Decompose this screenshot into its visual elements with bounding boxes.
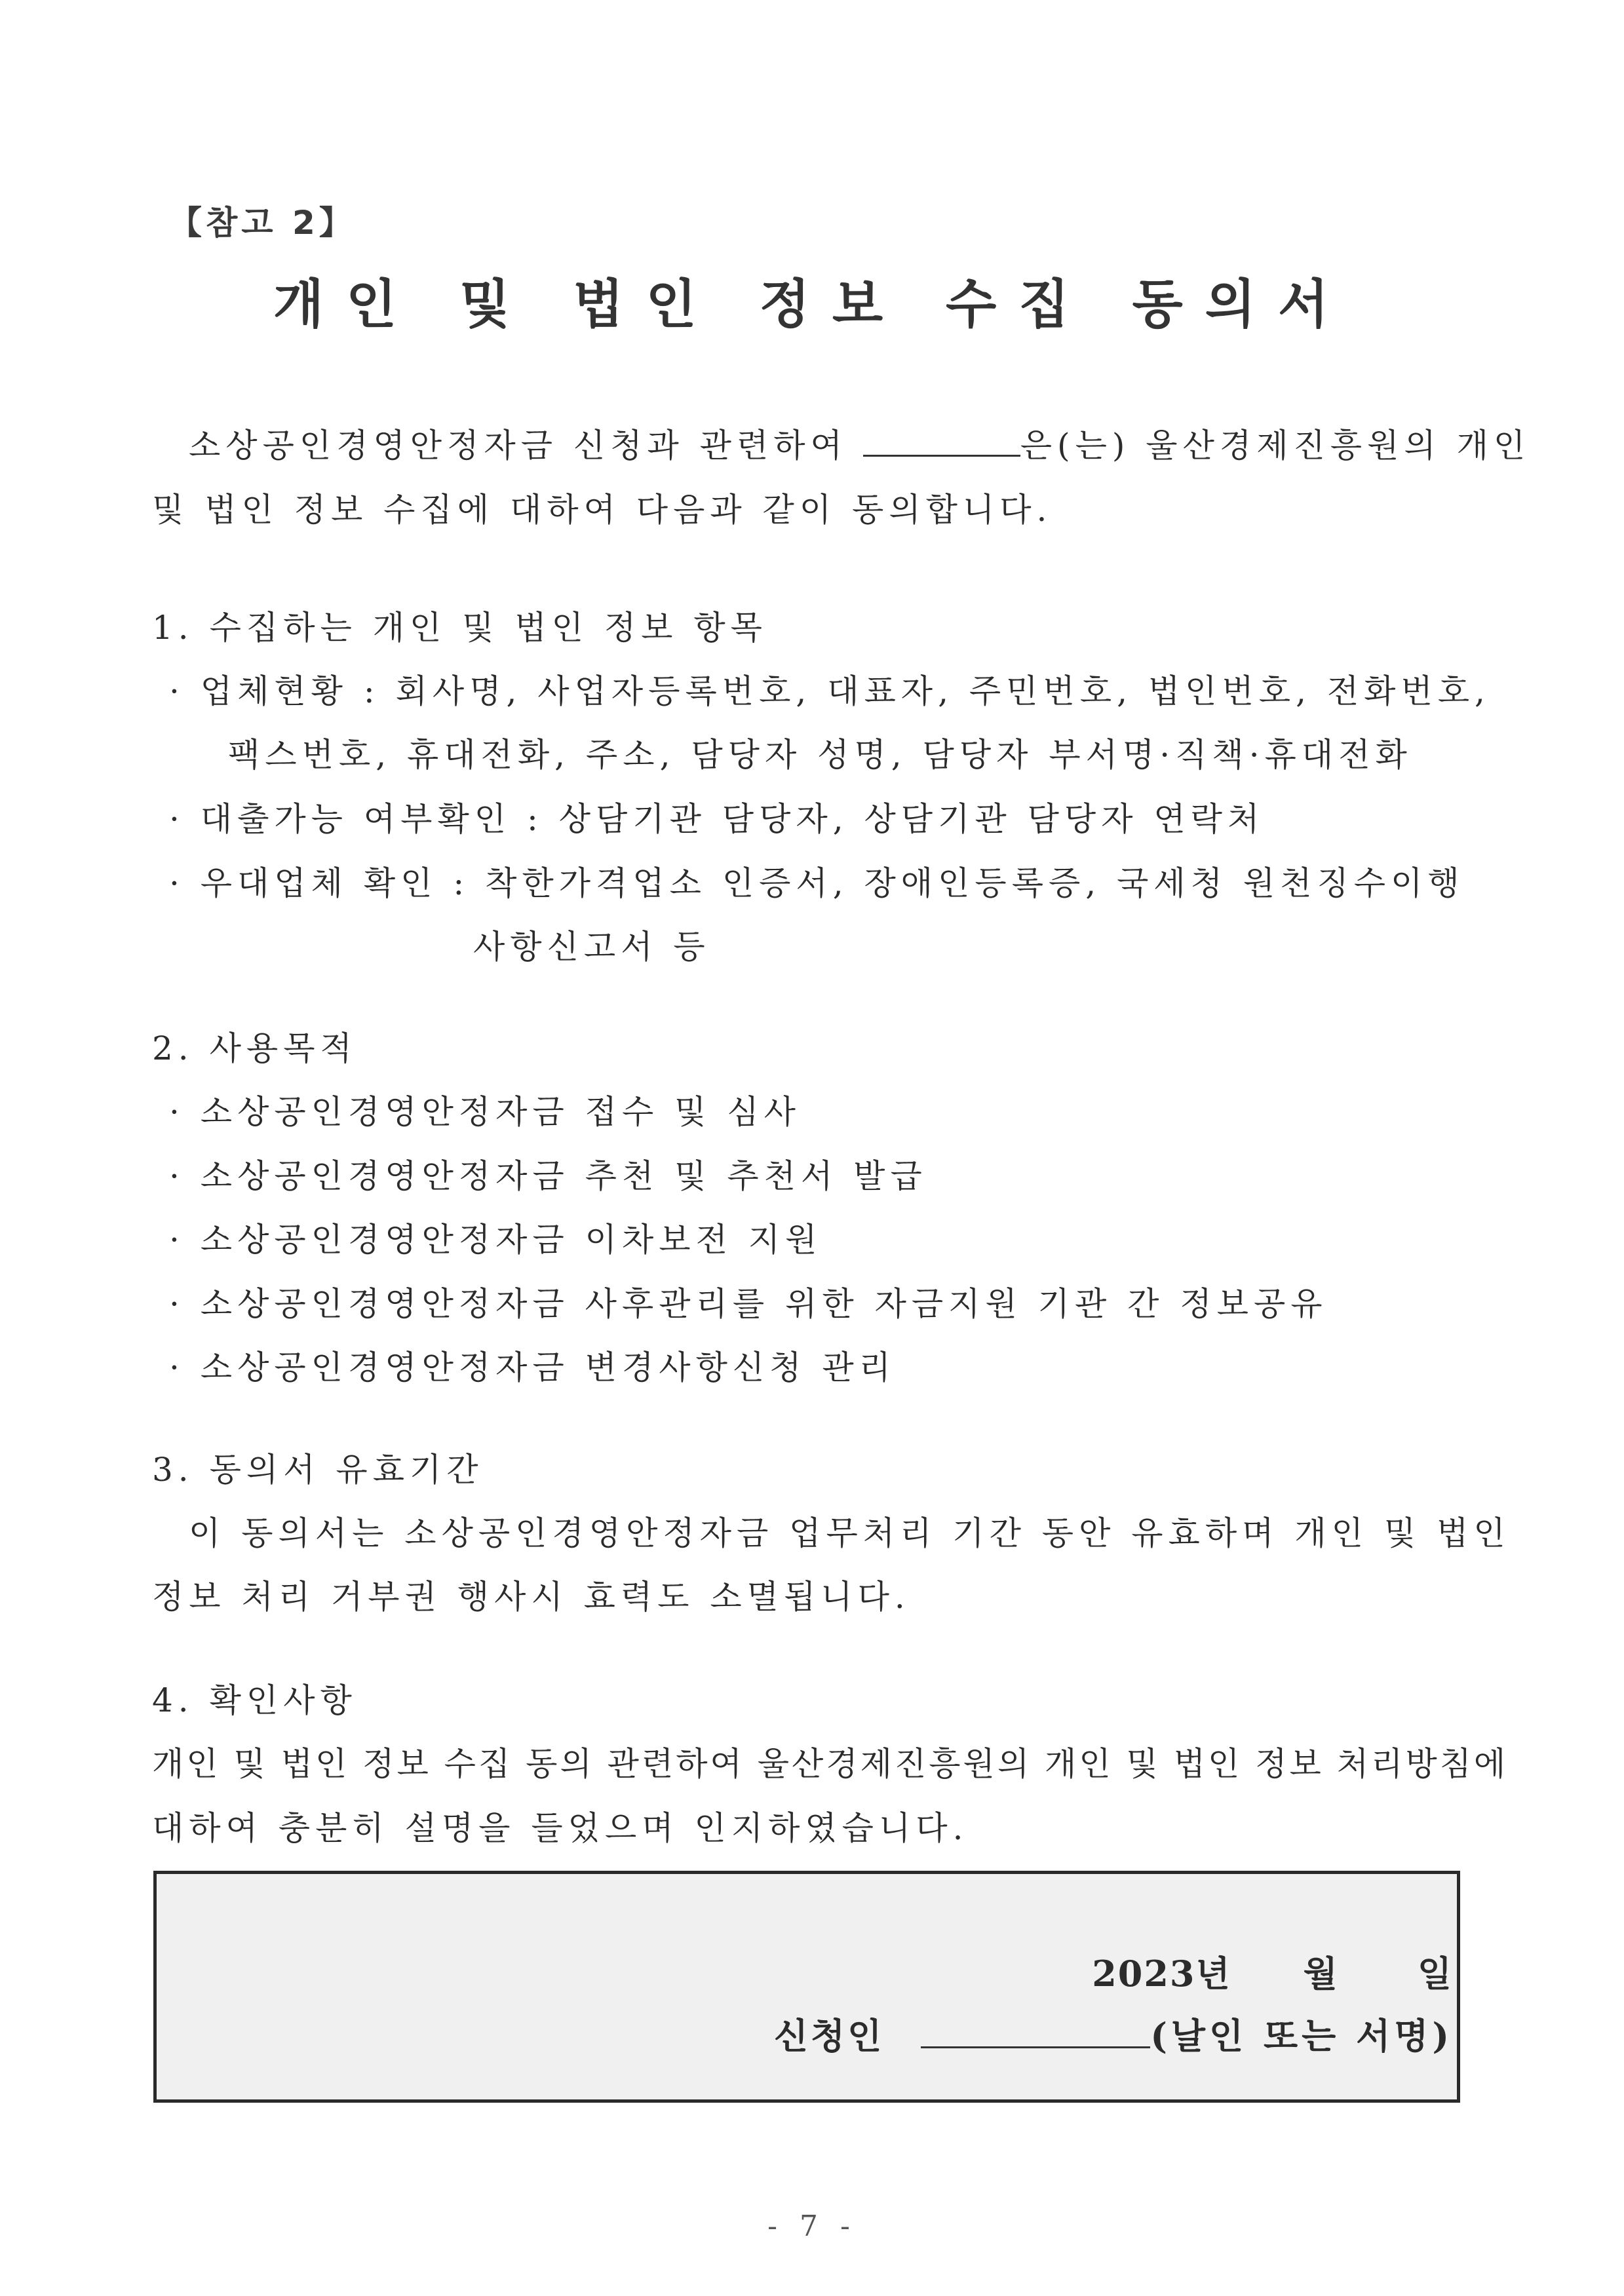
signature-date — [1092, 1946, 1453, 1997]
section2-item: · 소상공인경영안정자금 사후관리를 위한 자금지원 기관 간 정보공유 — [169, 1285, 1328, 1323]
item-text: 상담기관 담당자, 상담기관 담당자 연락처 — [558, 800, 1265, 838]
section4-line-2: 대하여 충분히 설명을 들었으며 인지하였습니다. — [152, 1809, 969, 1847]
section3-line-2: 정보 처리 거부권 행사시 효력도 소멸됩니다. — [152, 1578, 910, 1616]
signature-box — [153, 1871, 1460, 2103]
signature-applicant-row — [774, 2008, 1453, 2059]
section4-line-1: 개인 및 법인 정보 수집 동의 관련하여 울산경제진흥원의 개인 및 법인 정보 처리방침에 — [152, 1745, 1509, 1783]
item-text: 회사명, 사업자등록번호, 대표자, 주민번호, 법인번호, 전화번호, — [395, 672, 1490, 710]
reference-label: 【참고 2】 — [169, 204, 356, 242]
section1-item-preferred — [169, 857, 1465, 904]
section3-heading: 3. 동의서 유효기간 — [152, 1451, 484, 1489]
item-label: · 우대업체 확인 : — [169, 864, 486, 902]
seal-note: (날인 또는 서명) — [1150, 2015, 1453, 2057]
signature-year: 2023년 — [1092, 1953, 1231, 1995]
section3-line-1: 이 동의서는 소상공인경영안정자금 업무처리 기간 동안 유효하며 개인 및 법인 — [189, 1514, 1511, 1552]
section1-item-loan — [169, 793, 1264, 840]
section1-heading: 1. 수집하는 개인 및 법인 정보 항목 — [152, 609, 767, 647]
intro-line-2: 및 법인 정보 수집에 대하여 다음과 같이 동의합니다. — [152, 491, 1053, 529]
intro-before-blank: 소상공인경영안정자금 신청과 관련하여 — [189, 427, 863, 465]
document-title: 개인 및 법인 정보 수집 동의서 — [273, 273, 1351, 335]
applicant-label: 신청인 — [773, 2015, 885, 2057]
applicant-signature-blank[interactable] — [921, 2046, 1150, 2048]
intro-line-1 — [189, 419, 1531, 467]
section2-item: · 소상공인경영안정자금 이차보전 지원 — [169, 1221, 822, 1259]
section1-item-company-continuation: 팩스번호, 휴대전화, 주소, 담당자 성명, 담당자 부서명·직책·휴대전화 — [228, 736, 1412, 774]
page-number: - 7 - — [767, 2210, 857, 2243]
section2-item: · 소상공인경영안정자금 변경사항신청 관리 — [169, 1349, 896, 1387]
section2-item: · 소상공인경영안정자금 접수 및 심사 — [169, 1093, 801, 1131]
item-text: 착한가격업소 인증서, 장애인등록증, 국세청 원천징수이행 — [485, 864, 1465, 902]
section2-item: · 소상공인경영안정자금 추천 및 추천서 발급 — [169, 1157, 927, 1195]
section1-item-preferred-continuation: 사항신고서 등 — [473, 928, 710, 966]
intro-after-blank: 은(는) 울산경제진흥원의 개인 — [1020, 427, 1531, 465]
section4-heading: 4. 확인사항 — [152, 1681, 357, 1719]
signature-day: 일 — [1417, 1953, 1453, 1995]
signature-month: 월 — [1303, 1953, 1339, 1995]
applicant-name-blank[interactable] — [863, 455, 1020, 457]
section2-heading: 2. 사용목적 — [152, 1029, 357, 1067]
section1-item-company — [169, 665, 1490, 712]
item-label: · 대출가능 여부확인 : — [169, 800, 559, 838]
item-label: · 업체현황 : — [169, 672, 396, 710]
